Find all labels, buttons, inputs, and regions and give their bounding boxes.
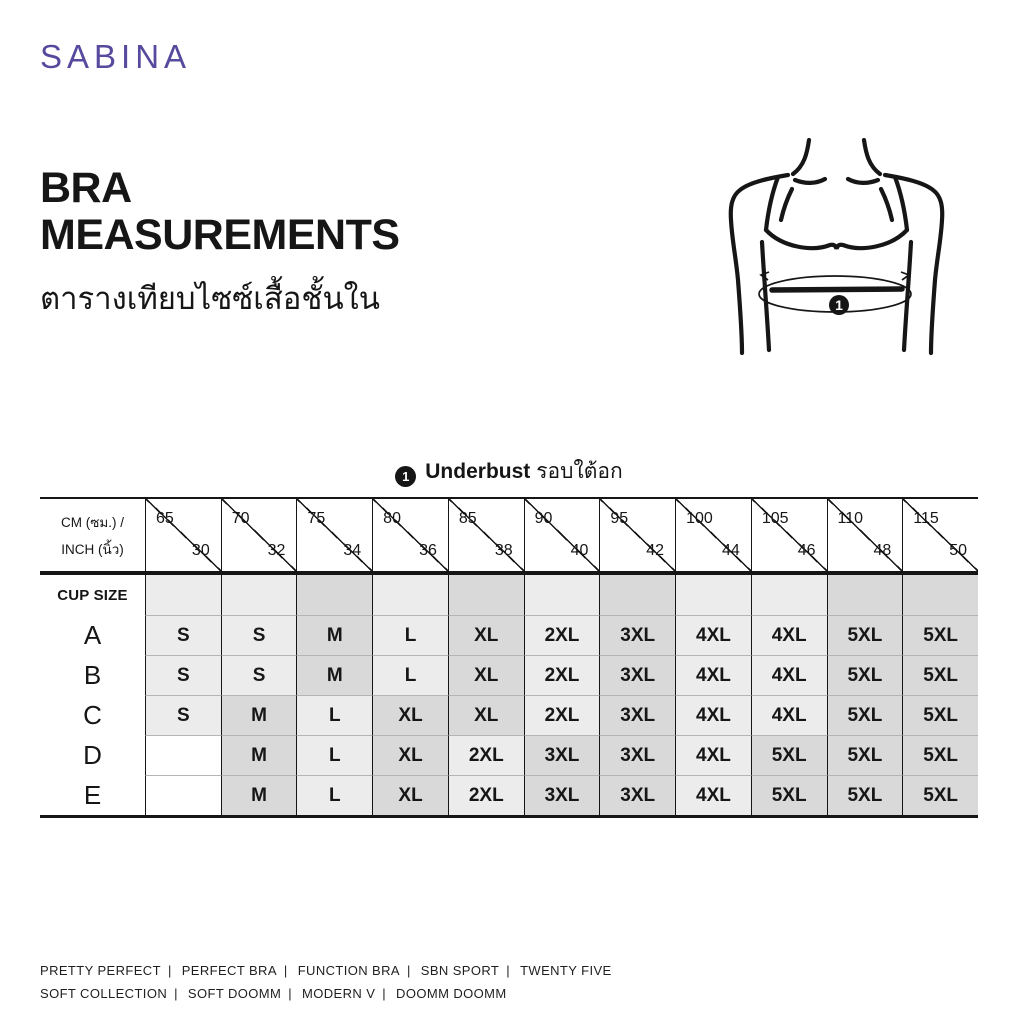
size-cell: 2XL <box>524 695 600 735</box>
size-cell: 4XL <box>675 655 751 695</box>
footer-separator: | <box>283 963 288 978</box>
size-cell: S <box>145 695 221 735</box>
cup-size-row-cell <box>372 575 448 615</box>
unit-label-inch: INCH (นิ้ว) <box>61 541 124 557</box>
brand-logo: SABINA <box>40 38 192 75</box>
size-cell: M <box>296 615 372 655</box>
inch-value: 44 <box>722 542 740 559</box>
cm-value: 70 <box>231 510 250 527</box>
measurement-column-header <box>675 499 751 575</box>
arm-line-left <box>731 175 788 353</box>
size-cell: M <box>221 695 297 735</box>
neck-line-left <box>793 140 809 174</box>
footer-separator: | <box>167 963 172 978</box>
heading-line-1: BRA <box>40 164 132 212</box>
inch-value: 38 <box>494 542 513 559</box>
size-cell: L <box>372 655 448 695</box>
size-cell: 4XL <box>675 695 751 735</box>
size-cell: 5XL <box>902 695 978 735</box>
size-cell: 5XL <box>902 655 978 695</box>
unit-label-cm: CM (ซม.) / <box>60 514 125 530</box>
inch-value: 40 <box>570 542 589 559</box>
footer-separator: | <box>407 963 411 978</box>
cm-value: 105 <box>761 510 789 527</box>
cup-row-label: D <box>83 739 102 770</box>
size-cell: 5XL <box>827 735 903 775</box>
inch-value: 36 <box>419 542 437 559</box>
size-cell: 3XL <box>599 655 675 695</box>
size-cell: 3XL <box>599 695 675 735</box>
cm-value: 90 <box>534 510 553 527</box>
size-cell: XL <box>448 695 524 735</box>
footer-collection-name: SOFT COLLECTION <box>40 985 168 1001</box>
footer-separator: | <box>506 963 511 978</box>
size-cell: S <box>145 655 221 695</box>
cm-value: 115 <box>913 510 939 527</box>
cm-value: 110 <box>837 510 864 527</box>
section-title-th: รอบใต้อก <box>536 460 623 483</box>
cup-size-row-cell <box>145 575 221 615</box>
sweetheart-neckline <box>766 230 907 249</box>
measurement-column-header <box>145 499 221 575</box>
cup-size-row-cell <box>902 575 978 615</box>
cup-size-row-cell <box>448 575 524 615</box>
measurement-column-header <box>599 499 675 575</box>
size-cell: L <box>296 695 372 735</box>
size-cell: 5XL <box>751 775 827 815</box>
size-cell: 4XL <box>751 655 827 695</box>
footer-collections <box>40 960 612 1005</box>
measurement-column-header <box>524 499 600 575</box>
size-cell <box>145 775 221 815</box>
measurement-column-header <box>751 499 827 575</box>
badge-number: 1 <box>835 297 843 313</box>
strap-outer-right <box>895 177 907 230</box>
cm-value: 80 <box>383 510 401 527</box>
cup-row-label: C <box>83 699 102 730</box>
size-cell: 5XL <box>902 615 978 655</box>
section-title-en: Underbust <box>425 460 531 483</box>
inch-value: 32 <box>267 542 286 559</box>
size-cell: XL <box>372 775 448 815</box>
footer-collection-name: DOOMM DOOMM <box>396 985 507 1001</box>
inch-value: 48 <box>873 542 892 559</box>
inch-value: 34 <box>343 542 362 559</box>
cup-size-row-cell <box>296 575 372 615</box>
clavicle-left <box>795 179 825 183</box>
neck-line-right <box>864 140 880 174</box>
size-cell: 3XL <box>524 775 600 815</box>
size-cell: 3XL <box>599 775 675 815</box>
arm-line-right <box>885 175 942 353</box>
cup-size-row-cell <box>675 575 751 615</box>
inch-value: 50 <box>949 542 967 559</box>
page-heading <box>40 165 400 323</box>
heading-subtitle-thai: ตารางเทียบไซซ์เสื้อชั้นใน <box>40 281 380 316</box>
size-cell: 2XL <box>448 775 524 815</box>
measurement-column-header <box>902 499 978 575</box>
size-cell: L <box>372 615 448 655</box>
cup-row-label: E <box>83 779 102 810</box>
size-cell: XL <box>372 735 448 775</box>
footer-collection-name: FUNCTION BRA <box>297 963 400 978</box>
size-cell: 4XL <box>675 735 751 775</box>
footer-collection-name: PRETTY PERFECT <box>40 963 161 978</box>
size-cell: 5XL <box>751 735 827 775</box>
strap-inner-left <box>781 189 792 220</box>
size-cell: 5XL <box>827 655 903 695</box>
size-cell: 5XL <box>827 775 903 815</box>
strap-inner-right <box>881 189 892 220</box>
table-section-title <box>40 455 978 488</box>
size-cell: 5XL <box>902 735 978 775</box>
size-cell: M <box>221 775 297 815</box>
size-cell: 5XL <box>902 775 978 815</box>
strap-outer-left <box>766 177 778 230</box>
cm-value: 65 <box>156 510 174 527</box>
size-cell: 5XL <box>827 615 903 655</box>
size-cell: S <box>221 615 297 655</box>
footer-collection-name: SOFT DOOMM <box>187 985 282 1001</box>
size-cell: XL <box>448 655 524 695</box>
table-corner-header <box>40 499 145 575</box>
footer-collection-name: SBN SPORT <box>420 963 500 978</box>
measure-point-badge <box>829 295 849 315</box>
size-cell: M <box>296 655 372 695</box>
size-cell: 2XL <box>448 735 524 775</box>
cup-size-row-cell <box>599 575 675 615</box>
size-cell: L <box>296 775 372 815</box>
cup-row-label: A <box>83 619 102 650</box>
measurement-column-header <box>372 499 448 575</box>
cup-size-row-cell <box>524 575 600 615</box>
cup-size-row-cell <box>221 575 297 615</box>
footer-collection-name: MODERN V <box>302 985 376 1001</box>
cup-size-row-cell <box>751 575 827 615</box>
footer-separator: | <box>174 985 178 1001</box>
measurement-column-header <box>296 499 372 575</box>
measurement-column-header <box>827 499 903 575</box>
cup-row-label: B <box>83 659 102 690</box>
underbust-badge: 1 <box>395 466 416 487</box>
footer-separator: | <box>288 985 292 1001</box>
measurement-column-header <box>448 499 524 575</box>
footer-collection-name: TWENTY FIVE <box>520 963 612 978</box>
inch-value: 30 <box>191 542 210 559</box>
footer-collections-line-1 <box>40 960 612 983</box>
underbust-band <box>772 289 902 290</box>
cm-value: 100 <box>686 510 713 527</box>
inch-value: 46 <box>797 542 816 559</box>
size-cell <box>145 735 221 775</box>
footer-collection-name: PERFECT BRA <box>181 963 277 978</box>
body-side-left <box>762 242 769 350</box>
size-cell: 2XL <box>524 615 600 655</box>
size-cell: 4XL <box>675 775 751 815</box>
inch-value: 42 <box>646 542 665 559</box>
cm-value: 85 <box>458 510 477 527</box>
size-cell: 4XL <box>751 695 827 735</box>
measurement-column-header <box>221 499 297 575</box>
size-cell: XL <box>448 615 524 655</box>
size-cell: 5XL <box>827 695 903 735</box>
size-cell: 3XL <box>599 615 675 655</box>
size-cell: S <box>145 615 221 655</box>
size-cell: 4XL <box>675 615 751 655</box>
size-cell: S <box>221 655 297 695</box>
cup-size-label: CUP SIZE <box>57 586 128 604</box>
bra-outline <box>766 177 907 290</box>
size-cell: L <box>296 735 372 775</box>
cup-size-row-cell <box>827 575 903 615</box>
size-cell: 4XL <box>751 615 827 655</box>
heading-line-2: MEASUREMENTS <box>40 211 400 259</box>
size-cell: M <box>221 735 297 775</box>
size-cell: 3XL <box>524 735 600 775</box>
size-cell: XL <box>372 695 448 735</box>
size-cell: 3XL <box>599 735 675 775</box>
cm-value: 95 <box>610 510 629 527</box>
clavicle-right <box>848 179 878 183</box>
cm-value: 75 <box>307 510 326 527</box>
size-table <box>40 497 978 818</box>
bra-measurement-illustration <box>712 138 962 366</box>
size-cell: 2XL <box>524 655 600 695</box>
footer-collections-line-2 <box>40 983 612 1006</box>
footer-separator: | <box>382 985 387 1001</box>
